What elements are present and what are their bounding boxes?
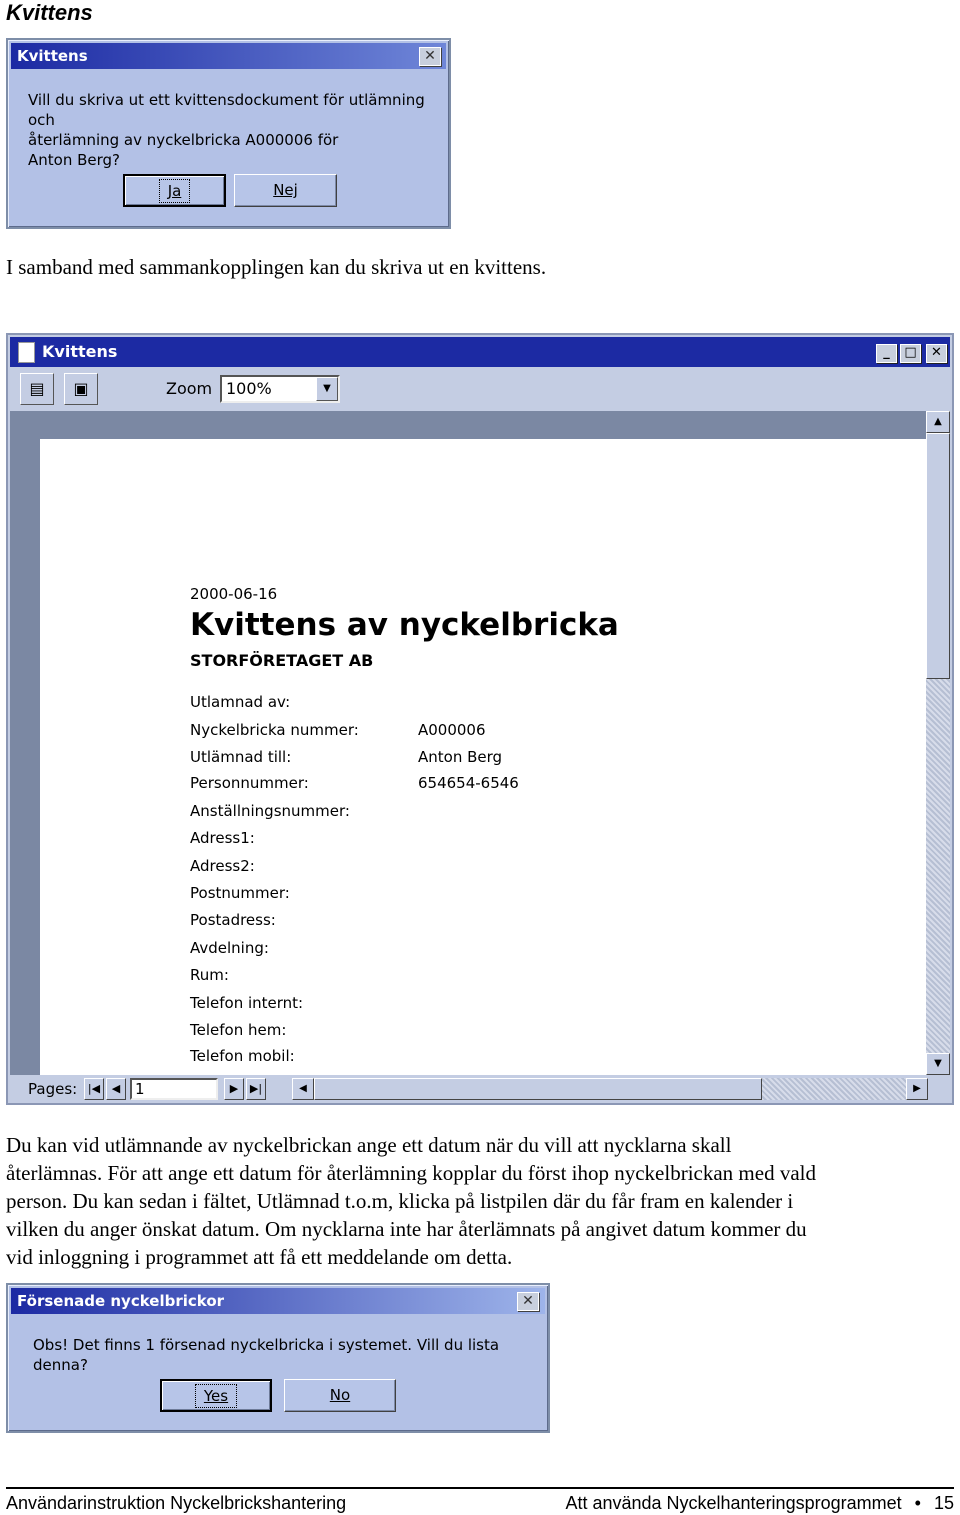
page-number-input[interactable] — [130, 1078, 218, 1100]
dialog-title: Kvittens — [17, 47, 88, 65]
dialog-message: Vill du skriva ut ett kvittensdockument för utlämning och återlämning av nyckelbricka A000006 för Anton Berg? — [28, 91, 425, 169]
report-date: 2000-06-16 — [190, 585, 278, 603]
field-label: Personnummer: — [190, 774, 309, 792]
scroll-right-icon[interactable]: ▶ — [906, 1078, 928, 1100]
scroll-up-icon[interactable]: ▲ — [926, 411, 950, 433]
scroll-thumb[interactable] — [314, 1078, 762, 1100]
yes-button[interactable]: Ja — [123, 174, 226, 207]
footer-right — [565, 1493, 954, 1514]
late-keys-dialog — [6, 1283, 550, 1433]
paragraph-intro: I samband med sammankopplingen kan du skriva ut en kvittens. — [6, 255, 547, 279]
report-title: Kvittens av nyckelbricka — [190, 607, 619, 643]
dialog-message: Obs! Det finns 1 försenad nyckelbricka i systemet. Vill du lista denna? — [33, 1336, 500, 1374]
dialog-titlebar — [11, 1288, 545, 1314]
kvittens-dialog — [6, 38, 451, 229]
scroll-left-icon[interactable]: ◀ — [292, 1078, 314, 1100]
field-label: Avdelning: — [190, 939, 269, 957]
chevron-down-icon[interactable]: ▼ — [316, 377, 338, 401]
window-title: Kvittens — [42, 342, 118, 361]
vertical-scrollbar[interactable] — [926, 411, 950, 1075]
zoom-label: Zoom — [166, 379, 213, 398]
field-label: Postadress: — [190, 911, 276, 929]
field-label: Adress2: — [190, 857, 255, 875]
bullet-icon: • — [914, 1493, 921, 1513]
document-icon — [18, 342, 35, 363]
no-button[interactable]: No — [284, 1379, 396, 1412]
zoom-select[interactable] — [220, 375, 340, 403]
first-page-icon[interactable]: |◀ — [84, 1078, 104, 1100]
field-label: Telefon mobil: — [190, 1047, 295, 1065]
field-value: Anton Berg — [418, 748, 503, 766]
print-icon[interactable]: ▤ — [20, 373, 54, 405]
maximize-icon[interactable]: □ — [900, 344, 921, 363]
footer-left: Användarinstruktion Nyckelbrickshantering — [6, 1493, 347, 1513]
section-heading: Kvittens — [6, 0, 93, 25]
close-icon[interactable]: ✕ — [517, 1292, 539, 1311]
page-number: 1 — [135, 1080, 145, 1098]
field-label: Telefon hem: — [190, 1021, 287, 1039]
no-button[interactable]: Nej — [234, 174, 337, 207]
dialog-titlebar — [11, 43, 446, 69]
close-icon[interactable]: ✕ — [419, 47, 441, 66]
field-label: Utlämnad till: — [190, 748, 292, 766]
field-label: Postnummer: — [190, 884, 290, 902]
report-viewport — [10, 411, 926, 1075]
footer-section: Att använda Nyckelhanteringsprogrammet — [565, 1493, 902, 1513]
page-nav-bar — [10, 1075, 950, 1103]
field-label: Adress1: — [190, 829, 255, 847]
toolbar — [10, 367, 950, 411]
dialog-title: Försenade nyckelbrickor — [17, 1292, 225, 1310]
close-icon[interactable]: ✕ — [926, 344, 947, 363]
report-company: STORFÖRETAGET AB — [190, 651, 374, 670]
prev-page-icon[interactable]: ◀ — [106, 1078, 126, 1100]
field-label: Anställningsnummer: — [190, 802, 350, 820]
scroll-down-icon[interactable]: ▼ — [926, 1053, 950, 1075]
paragraph-return-date: Du kan vid utlämnande av nyckelbrickan ange ett datum när du vill att nycklarna skall återlämnas. För att ange ett datum för återlämning kopplar du först ihop nyckelbrickan med vald person. Du kan sedan i fältet, Utlämnad t.o.m, klicka på listpilen där du får fram en kalender i vilken du anger önskat datum. Om nycklarna inte har återlämnats på angivet datum kommer du vid inloggning i programmet att få ett meddelande om detta. — [6, 1133, 816, 1269]
report-preview-window — [6, 333, 954, 1105]
field-label: Utlamnad av: — [190, 693, 291, 711]
report-page — [40, 439, 926, 1075]
field-label: Rum: — [190, 966, 229, 984]
scroll-thumb[interactable] — [926, 433, 950, 679]
last-page-icon[interactable]: ▶| — [246, 1078, 266, 1100]
window-titlebar — [10, 337, 950, 367]
field-value: A000006 — [418, 721, 486, 739]
pages-label: Pages: — [28, 1080, 78, 1098]
horizontal-scrollbar[interactable] — [292, 1078, 928, 1100]
next-page-icon[interactable]: ▶ — [224, 1078, 244, 1100]
field-value: 654654-6546 — [418, 774, 519, 792]
field-label: Nyckelbricka nummer: — [190, 721, 359, 739]
yes-button[interactable]: Yes — [160, 1379, 272, 1412]
zoom-value: 100% — [226, 379, 272, 398]
footer-divider — [6, 1487, 954, 1489]
setup-icon[interactable]: ▣ — [64, 373, 98, 405]
page-number: 15 — [933, 1493, 954, 1513]
minimize-icon[interactable]: _ — [876, 344, 897, 363]
field-label: Telefon internt: — [190, 994, 304, 1012]
